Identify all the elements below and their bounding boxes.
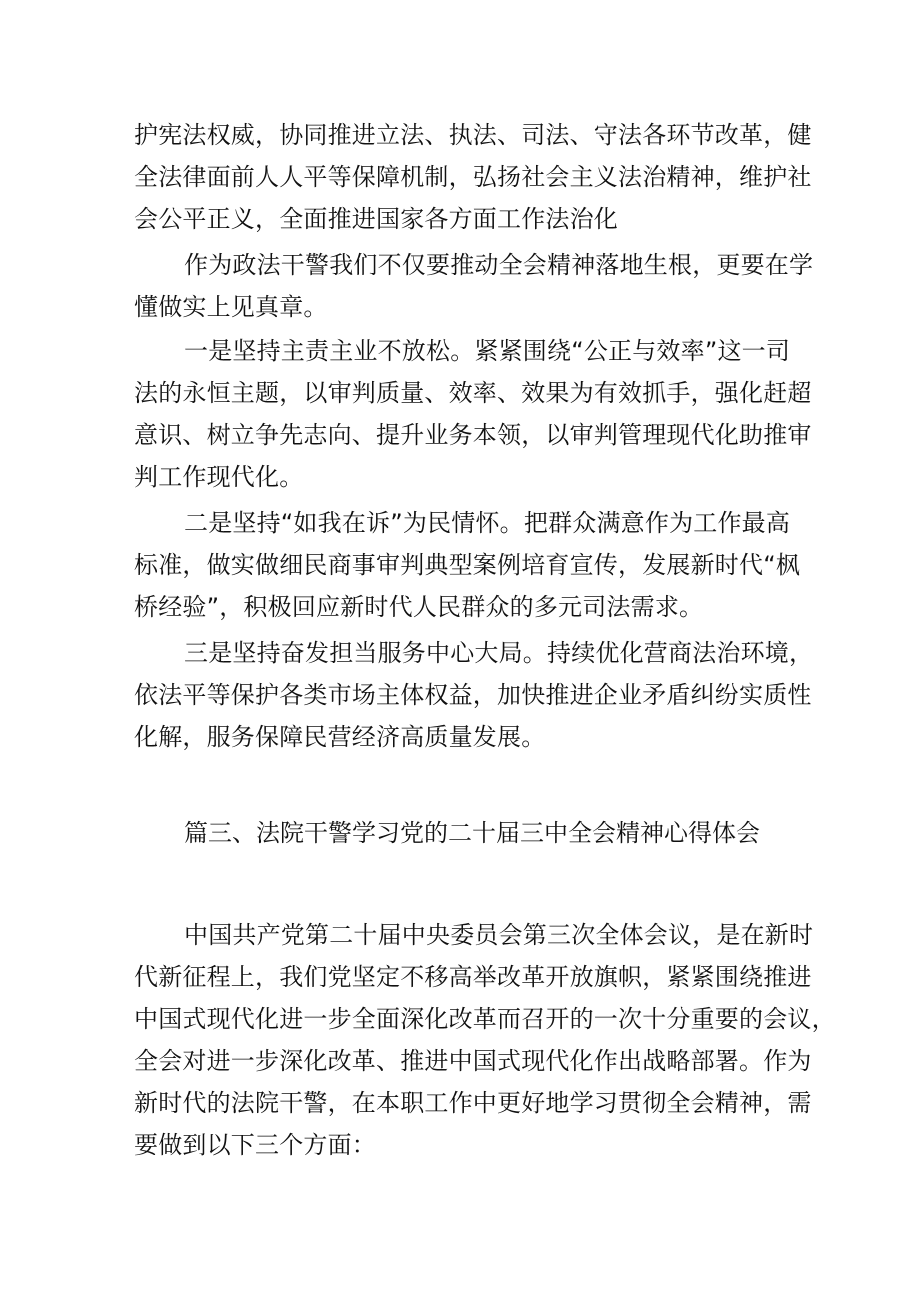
paragraph-intro-officers xyxy=(134,244,814,328)
text-line: 作为政法干警我们不仅要推动全会精神落地生根，更要在学 xyxy=(184,251,814,279)
paragraph-point-one xyxy=(134,330,812,498)
section-heading: 篇三、法院干警学习党的二十届三中全会精神心得体会 xyxy=(184,819,760,847)
text-line: 三是坚持奋发担当服务中心大局。持续优化营商法治环境， xyxy=(184,639,814,667)
text-line: 法的永恒主题，以审判质量、效率、效果为有效抓手，强化赶超 xyxy=(134,379,812,407)
text-line: 全会对进一步深化改革、推进中国式现代化作出战略部署。作为 xyxy=(134,1047,812,1075)
paragraph-plenum-session xyxy=(134,914,836,1166)
paragraph-point-three xyxy=(134,632,814,758)
text-line: 二是坚持“如我在诉”为民情怀。把群众满意作为工作最高 xyxy=(184,509,791,537)
text-line: 懂做实上见真章。 xyxy=(134,293,328,321)
text-line: 化解，服务保障民营经济高质量发展。 xyxy=(134,723,546,751)
text-line: 新时代的法院干警，在本职工作中更好地学习贯彻全会精神，需 xyxy=(134,1089,812,1117)
paragraph-point-two xyxy=(134,502,801,628)
text-line: 标准，做实做细民商事审判典型案例培育宣传，发展新时代“枫 xyxy=(134,551,801,579)
text-line: 依法平等保护各类市场主体权益，加快推进企业矛盾纠纷实质性 xyxy=(134,681,812,709)
text-line: 中国共产党第二十届中央委员会第三次全体会议，是在新时 xyxy=(184,921,814,949)
text-line: 代新征程上，我们党坚定不移高举改革开放旗帜，紧紧围绕推进 xyxy=(134,963,812,991)
paragraph-rule-of-law xyxy=(134,114,812,240)
text-line: 要做到以下三个方面： xyxy=(134,1131,376,1159)
text-line: 桥经验”，积极回应新时代人民群众的多元司法需求。 xyxy=(134,593,704,621)
text-line: 护宪法权威，协同推进立法、执法、司法、守法各环节改革，健 xyxy=(134,121,812,149)
text-line: 会公平正义，全面推进国家各方面工作法治化 xyxy=(134,205,618,233)
text-line: 中国式现代化进一步全面深化改革而召开的一次十分重要的会议， xyxy=(134,1005,836,1033)
text-line: 一是坚持主责主业不放松。紧紧围绕“公正与效率”这一司 xyxy=(184,337,791,365)
text-line: 判工作现代化。 xyxy=(134,463,304,491)
text-line: 全法律面前人人平等保障机制，弘扬社会主义法治精神，维护社 xyxy=(134,163,812,191)
text-line: 意识、树立争先志向、提升业务本领，以审判管理现代化助推审 xyxy=(134,421,812,449)
